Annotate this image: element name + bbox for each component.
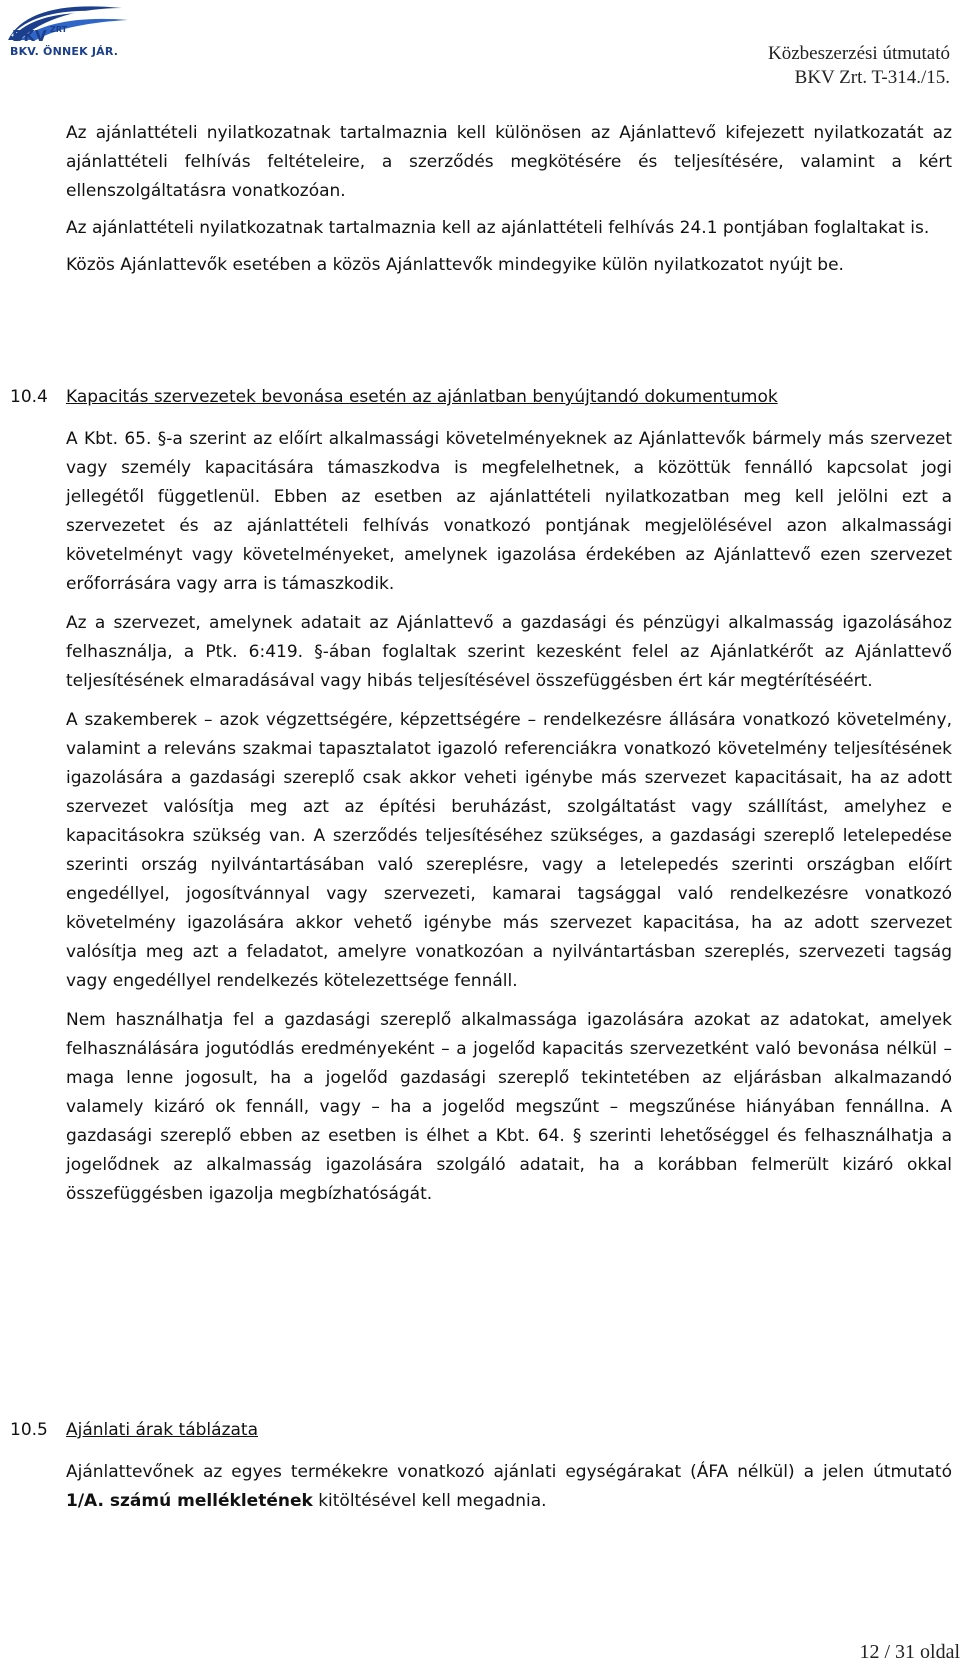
paragraph: A Kbt. 65. §-a szerint az előírt alkalmassági követelményeknek az Ajánlattevők bármely más szervezet vagy személy kapacitására támaszkodva is megfelelhetnek, a közöttük fennálló kapcsolat jogi jellegétől függetlenül. Ebben az esetben az ajánlattételi nyilatkozatban meg kell jelölni ezt a szervezetet és az ajánlattételi felhívás vonatkozó pontjának megjelölésével azon alkalmassági követelményt vagy követelményeket, amelynek igazolása érdekében az Ajánlattevő ezen szervezet erőforrására vagy arra is támaszkodik. — [66, 429, 952, 594]
section-number: 10.4 — [10, 387, 48, 407]
section-10-5-body — [66, 1458, 952, 1516]
section-10-4-body — [66, 425, 952, 1209]
paragraph: Az a szervezet, amelynek adatait az Ajánlattevő a gazdasági és pénzügyi alkalmasság igazolásához felhasználja, a Ptk. 6:419. §-ában foglaltak szerint kezesként felel az Ajánlatkérőt az Ajánlattevő teljesítésének elmaradásával vagy hibás teljesítésével összefüggésben ért kár megtérítéséért. — [66, 613, 952, 691]
document-header — [768, 42, 950, 90]
logo-wordmark: BKV — [12, 27, 47, 45]
section-heading-10-4 — [10, 383, 778, 412]
paragraph: Az ajánlattételi nyilatkozatnak tartalmaznia kell az ajánlattételi felhívás 24.1 pontjában foglaltakat is. — [66, 218, 930, 238]
paragraph-text: kitöltésével kell megadnia. — [312, 1491, 547, 1511]
page-number: 12 / 31 oldal — [859, 1641, 960, 1663]
header-document-id: BKV Zrt. T-314./15. — [794, 67, 950, 88]
paragraph: Nem használhatja fel a gazdasági szereplő alkalmassága igazolására azokat az adatokat, amelyek felhasználására jogutódlás eredményeként – a jogelőd kapacitás szervezetként való bevonása nélkül – maga lenne jogosult, ha a jogelőd gazdasági szereplő tekintetében az eljárásban alkalmazandó valamely kizáró ok fennáll, vagy – ha a jogelőd megszűnt – megszűnése hiányában fennállna. A gazdasági szereplő ebben az esetben is élhet a Kbt. 64. § szerinti lehetőséggel és felhasználhatja a jogelődnek az alkalmasság igazolására szolgáló adatait, ha a korábban felmerült kizáró okkal összefüggésben igazolja megbízhatóságát. — [66, 1010, 952, 1204]
paragraph: A szakemberek – azok végzettségére, képzettségére – rendelkezésre állására vonatkozó követelmény, valamint a releváns szakmai tapasztalatot igazoló referenciákra vonatkozó követelmény teljesítésének igazolására a gazdasági szereplő csak akkor veheti igénybe más szervezet kapacitásait, ha az adott szervezet valósítja meg azt az építési beruházást, szolgáltatást vagy szállítást, amelyhez e kapacitásokra szükség van. A szerződés teljesítéséhez szükséges, a gazdasági szereplő letelepedése szerinti ország nyilvántartásában való szereplésre, vagy a letelepedés szerinti országban előírt engedéllyel, jogosítvánnyal vagy szervezeti, kamarai tagsággal való rendelkezésre vonatkozó követelmény igazolására akkor vehető igénybe más szervezet kapacitása, ha az adott szervezet valósítja meg azt a feladatot, amelyre vonatkozóan a nyilvántartásban szereplés, szervezeti tagság vagy engedéllyel rendelkezés kötelezettsége fennáll. — [66, 710, 952, 991]
paragraph — [66, 1458, 952, 1516]
section-heading-10-5 — [10, 1416, 258, 1445]
section-number: 10.5 — [10, 1420, 48, 1440]
header-title: Közbeszerzési útmutató — [767, 43, 950, 64]
section-title: Ajánlati árak táblázata — [66, 1420, 258, 1440]
logo-caption: BKV. ÖNNEK JÁR. — [10, 45, 119, 58]
annex-reference: 1/A. számú mellékletének — [66, 1491, 313, 1511]
intro-block — [66, 119, 952, 280]
logo-superscript: ZRT — [50, 25, 68, 34]
section-title: Kapacitás szervezetek bevonása esetén az ajánlatban benyújtandó dokumentumok — [66, 387, 778, 407]
paragraph: Az ajánlattételi nyilatkozatnak tartalmaznia kell különösen az Ajánlattevő kifejezett nyilatkozatát az ajánlattételi felhívás feltételeire, a szerződés megkötésére és teljesítésére, valamint a kért ellenszolgáltatásra vonatkozóan. — [66, 123, 952, 201]
paragraph-text: Ajánlattevőnek az egyes termékekre vonatkozó ajánlati egységárakat (ÁFA nélkül) a jelen útmutató — [66, 1462, 952, 1482]
bkv-logo — [2, 0, 142, 64]
paragraph: Közös Ajánlattevők esetében a közös Ajánlattevők mindegyike külön nyilatkozatot nyújt be. — [66, 255, 844, 275]
